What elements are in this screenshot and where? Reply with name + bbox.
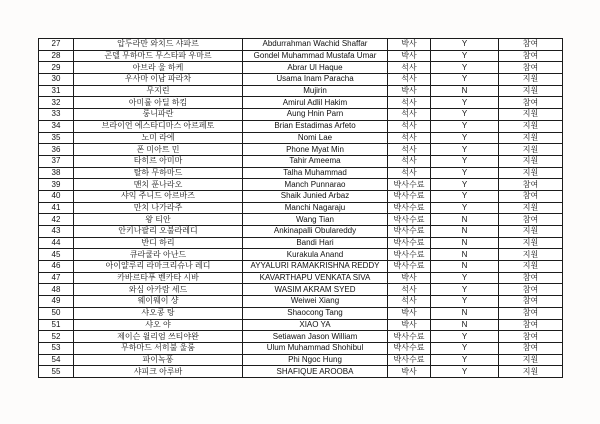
table-row	[39, 190, 563, 202]
cell-status: 참여	[499, 307, 563, 319]
table-row	[39, 167, 563, 179]
cell-status: 참여	[499, 97, 563, 109]
cell-status: 지원	[499, 354, 563, 366]
cell-degree: 박사수료	[388, 342, 431, 354]
cell-no: 37	[39, 155, 74, 167]
cell-name-kr: 압두라만 와치드 샤파르	[74, 39, 243, 51]
table-row	[39, 366, 563, 378]
cell-name-kr: 만치 나가라주	[74, 202, 243, 214]
cell-consent: Y	[431, 190, 499, 202]
cell-consent: Y	[431, 296, 499, 308]
cell-name-en: Manchi Nagaraju	[243, 202, 388, 214]
table-row	[39, 155, 563, 167]
table-row	[39, 39, 563, 51]
cell-degree: 박사수료	[388, 331, 431, 343]
cell-status: 참여	[499, 284, 563, 296]
cell-degree: 석사	[388, 120, 431, 132]
cell-no: 33	[39, 109, 74, 121]
cell-degree: 석사	[388, 284, 431, 296]
cell-status: 지원	[499, 132, 563, 144]
cell-name-kr: 반디 하리	[74, 237, 243, 249]
table-row	[39, 296, 563, 308]
cell-status: 지원	[499, 237, 563, 249]
cell-consent: Y	[431, 342, 499, 354]
cell-consent: Y	[431, 132, 499, 144]
cell-no: 27	[39, 39, 74, 51]
cell-no: 41	[39, 202, 74, 214]
table-row	[39, 109, 563, 121]
cell-name-en: Ankinapalli Obulareddy	[243, 226, 388, 238]
cell-status: 지원	[499, 74, 563, 86]
cell-degree: 박사	[388, 366, 431, 378]
cell-status: 참여	[499, 190, 563, 202]
cell-consent: Y	[431, 155, 499, 167]
cell-no: 31	[39, 85, 74, 97]
cell-degree: 석사	[388, 74, 431, 86]
cell-name-en: Phi Ngoc Hung	[243, 354, 388, 366]
cell-degree: 석사	[388, 167, 431, 179]
cell-consent: Y	[431, 331, 499, 343]
cell-status: 참여	[499, 179, 563, 191]
table-row	[39, 214, 563, 226]
cell-name-en: Usama Inam Paracha	[243, 74, 388, 86]
cell-degree: 박사	[388, 319, 431, 331]
cell-no: 29	[39, 62, 74, 74]
cell-status: 지원	[499, 249, 563, 261]
cell-no: 53	[39, 342, 74, 354]
table-row	[39, 354, 563, 366]
cell-consent: Y	[431, 202, 499, 214]
cell-name-en: Kurakula Anand	[243, 249, 388, 261]
cell-degree: 박사수료	[388, 249, 431, 261]
table-row	[39, 179, 563, 191]
cell-status: 지원	[499, 109, 563, 121]
cell-no: 43	[39, 226, 74, 238]
table-row	[39, 307, 563, 319]
cell-name-en: Abdurrahman Wachid Shaffar	[243, 39, 388, 51]
cell-no: 42	[39, 214, 74, 226]
cell-name-kr: 아브라 울 하케	[74, 62, 243, 74]
cell-name-kr: 와심 아카람 세드	[74, 284, 243, 296]
cell-consent: N	[431, 85, 499, 97]
cell-status: 지원	[499, 120, 563, 132]
cell-name-en: WASIM AKRAM SYED	[243, 284, 388, 296]
cell-no: 54	[39, 354, 74, 366]
cell-consent: Y	[431, 97, 499, 109]
cell-name-en: Aung Hnin Parn	[243, 109, 388, 121]
cell-name-en: Gondel Muhammad Mustafa Umar	[243, 50, 388, 62]
cell-name-kr: 샤오 야	[74, 319, 243, 331]
cell-no: 55	[39, 366, 74, 378]
cell-no: 28	[39, 50, 74, 62]
cell-no: 36	[39, 144, 74, 156]
cell-consent: Y	[431, 39, 499, 51]
cell-name-en: Nomi Lae	[243, 132, 388, 144]
cell-degree: 박사수료	[388, 354, 431, 366]
cell-no: 35	[39, 132, 74, 144]
cell-no: 30	[39, 74, 74, 86]
cell-name-en: Brian Estadimas Arfeto	[243, 120, 388, 132]
cell-status: 참여	[499, 50, 563, 62]
cell-name-en: Talha Muhammad	[243, 167, 388, 179]
cell-status: 참여	[499, 272, 563, 284]
cell-name-kr: 아미룰 아딜 하킴	[74, 97, 243, 109]
cell-name-kr: 룽니파란	[74, 109, 243, 121]
cell-name-en: Shaocong Tang	[243, 307, 388, 319]
cell-name-kr: 웨이웨이 샹	[74, 296, 243, 308]
table-row	[39, 85, 563, 97]
cell-status: 지원	[499, 366, 563, 378]
cell-name-en: AYYALURI RAMAKRISHNA REDDY	[243, 261, 388, 273]
cell-status: 지원	[499, 85, 563, 97]
cell-name-en: SHAFIQUE AROOBA	[243, 366, 388, 378]
table-row	[39, 319, 563, 331]
cell-name-en: Ulum Muhammad Shohibul	[243, 342, 388, 354]
cell-name-kr: 파이녹퐁	[74, 354, 243, 366]
cell-consent: Y	[431, 179, 499, 191]
cell-consent: N	[431, 237, 499, 249]
cell-name-kr: 샤익 주니드 아르바즈	[74, 190, 243, 202]
cell-degree: 박사수료	[388, 202, 431, 214]
cell-name-kr: 샤오콩 탕	[74, 307, 243, 319]
cell-consent: N	[431, 307, 499, 319]
cell-degree: 석사	[388, 132, 431, 144]
cell-consent: Y	[431, 144, 499, 156]
cell-status: 참여	[499, 296, 563, 308]
table-row	[39, 132, 563, 144]
cell-name-en: Weiwei Xiang	[243, 296, 388, 308]
cell-name-en: Wang Tian	[243, 214, 388, 226]
table-row	[39, 144, 563, 156]
cell-consent: Y	[431, 167, 499, 179]
cell-status: 참여	[499, 319, 563, 331]
cell-name-kr: 탈하 무하마드	[74, 167, 243, 179]
cell-degree: 박사수료	[388, 190, 431, 202]
cell-degree: 박사수료	[388, 214, 431, 226]
cell-consent: Y	[431, 354, 499, 366]
participants-table-body	[39, 39, 563, 378]
cell-name-kr: 큐라쿨라 아난드	[74, 249, 243, 261]
cell-degree: 석사	[388, 155, 431, 167]
cell-no: 38	[39, 167, 74, 179]
cell-degree: 박사	[388, 272, 431, 284]
cell-status: 지원	[499, 226, 563, 238]
table-row	[39, 261, 563, 273]
cell-consent: N	[431, 226, 499, 238]
cell-name-kr: 왕 티안	[74, 214, 243, 226]
cell-name-kr: 무하마드 서히불 울룸	[74, 342, 243, 354]
cell-consent: Y	[431, 284, 499, 296]
cell-degree: 박사수료	[388, 261, 431, 273]
cell-status: 참여	[499, 342, 563, 354]
cell-name-en: Setiawan Jason William	[243, 331, 388, 343]
cell-consent: N	[431, 261, 499, 273]
cell-name-kr: 브라이언 에스타디마스 아르페토	[74, 120, 243, 132]
cell-no: 45	[39, 249, 74, 261]
cell-status: 지원	[499, 261, 563, 273]
cell-name-en: Shaik Junied Arbaz	[243, 190, 388, 202]
cell-status: 지원	[499, 144, 563, 156]
cell-degree: 석사	[388, 144, 431, 156]
cell-degree: 박사수료	[388, 179, 431, 191]
cell-name-kr: 우사마 이남 파라차	[74, 74, 243, 86]
cell-name-kr: 아이얄루리 라마크리슈나 레디	[74, 261, 243, 273]
cell-name-kr: 맨치 푼나라오	[74, 179, 243, 191]
participants-table	[38, 38, 563, 378]
cell-degree: 박사	[388, 39, 431, 51]
cell-name-en: Abrar Ul Haque	[243, 62, 388, 74]
cell-degree: 박사수료	[388, 237, 431, 249]
cell-no: 50	[39, 307, 74, 319]
cell-no: 40	[39, 190, 74, 202]
cell-no: 49	[39, 296, 74, 308]
cell-no: 46	[39, 261, 74, 273]
cell-degree: 석사	[388, 109, 431, 121]
cell-status: 지원	[499, 155, 563, 167]
cell-name-kr: 안키나팔리 오불라레디	[74, 226, 243, 238]
table-row	[39, 202, 563, 214]
cell-name-en: Mujirin	[243, 85, 388, 97]
table-row	[39, 97, 563, 109]
table-row	[39, 272, 563, 284]
table-row	[39, 284, 563, 296]
cell-no: 32	[39, 97, 74, 109]
cell-name-en: Amirul Adlil Hakim	[243, 97, 388, 109]
cell-no: 34	[39, 120, 74, 132]
cell-name-en: Tahir Ameema	[243, 155, 388, 167]
cell-consent: Y	[431, 366, 499, 378]
cell-consent: Y	[431, 50, 499, 62]
cell-status: 참여	[499, 214, 563, 226]
cell-status: 참여	[499, 62, 563, 74]
table-row	[39, 120, 563, 132]
cell-consent: Y	[431, 109, 499, 121]
cell-consent: N	[431, 249, 499, 261]
table-row	[39, 50, 563, 62]
cell-name-kr: 카바르타푸 벤카타 시바	[74, 272, 243, 284]
cell-degree: 석사	[388, 296, 431, 308]
cell-name-en: Manch Punnarao	[243, 179, 388, 191]
cell-no: 48	[39, 284, 74, 296]
cell-consent: N	[431, 214, 499, 226]
cell-name-en: Bandi Hari	[243, 237, 388, 249]
table-row	[39, 249, 563, 261]
cell-no: 52	[39, 331, 74, 343]
cell-status: 지원	[499, 167, 563, 179]
cell-name-kr: 폰 미아트 민	[74, 144, 243, 156]
table-row	[39, 74, 563, 86]
table-row	[39, 237, 563, 249]
table-row	[39, 331, 563, 343]
cell-consent: N	[431, 319, 499, 331]
cell-status: 참여	[499, 39, 563, 51]
cell-degree: 석사	[388, 97, 431, 109]
cell-consent: Y	[431, 74, 499, 86]
cell-no: 39	[39, 179, 74, 191]
table-row	[39, 62, 563, 74]
cell-consent: Y	[431, 272, 499, 284]
cell-no: 44	[39, 237, 74, 249]
cell-name-kr: 샤피크 아루바	[74, 366, 243, 378]
cell-degree: 박사	[388, 85, 431, 97]
table-row	[39, 226, 563, 238]
cell-name-kr: 제이슨 윌리엄 쓰티야완	[74, 331, 243, 343]
cell-name-kr: 타히르 아미마	[74, 155, 243, 167]
cell-name-kr: 무지린	[74, 85, 243, 97]
cell-name-en: KAVARTHAPU VENKATA SIVA	[243, 272, 388, 284]
cell-degree: 박사	[388, 307, 431, 319]
cell-status: 참여	[499, 331, 563, 343]
cell-status: 지원	[499, 202, 563, 214]
cell-degree: 박사	[388, 50, 431, 62]
cell-name-en: Phone Myat Min	[243, 144, 388, 156]
cell-no: 51	[39, 319, 74, 331]
cell-degree: 박사수료	[388, 226, 431, 238]
table-row	[39, 342, 563, 354]
cell-consent: Y	[431, 120, 499, 132]
cell-consent: Y	[431, 62, 499, 74]
cell-name-en: XIAO YA	[243, 319, 388, 331]
cell-name-kr: 곤델 무하마드 무스타파 우마르	[74, 50, 243, 62]
cell-degree: 석사	[388, 62, 431, 74]
cell-name-kr: 노미 라에	[74, 132, 243, 144]
cell-no: 47	[39, 272, 74, 284]
